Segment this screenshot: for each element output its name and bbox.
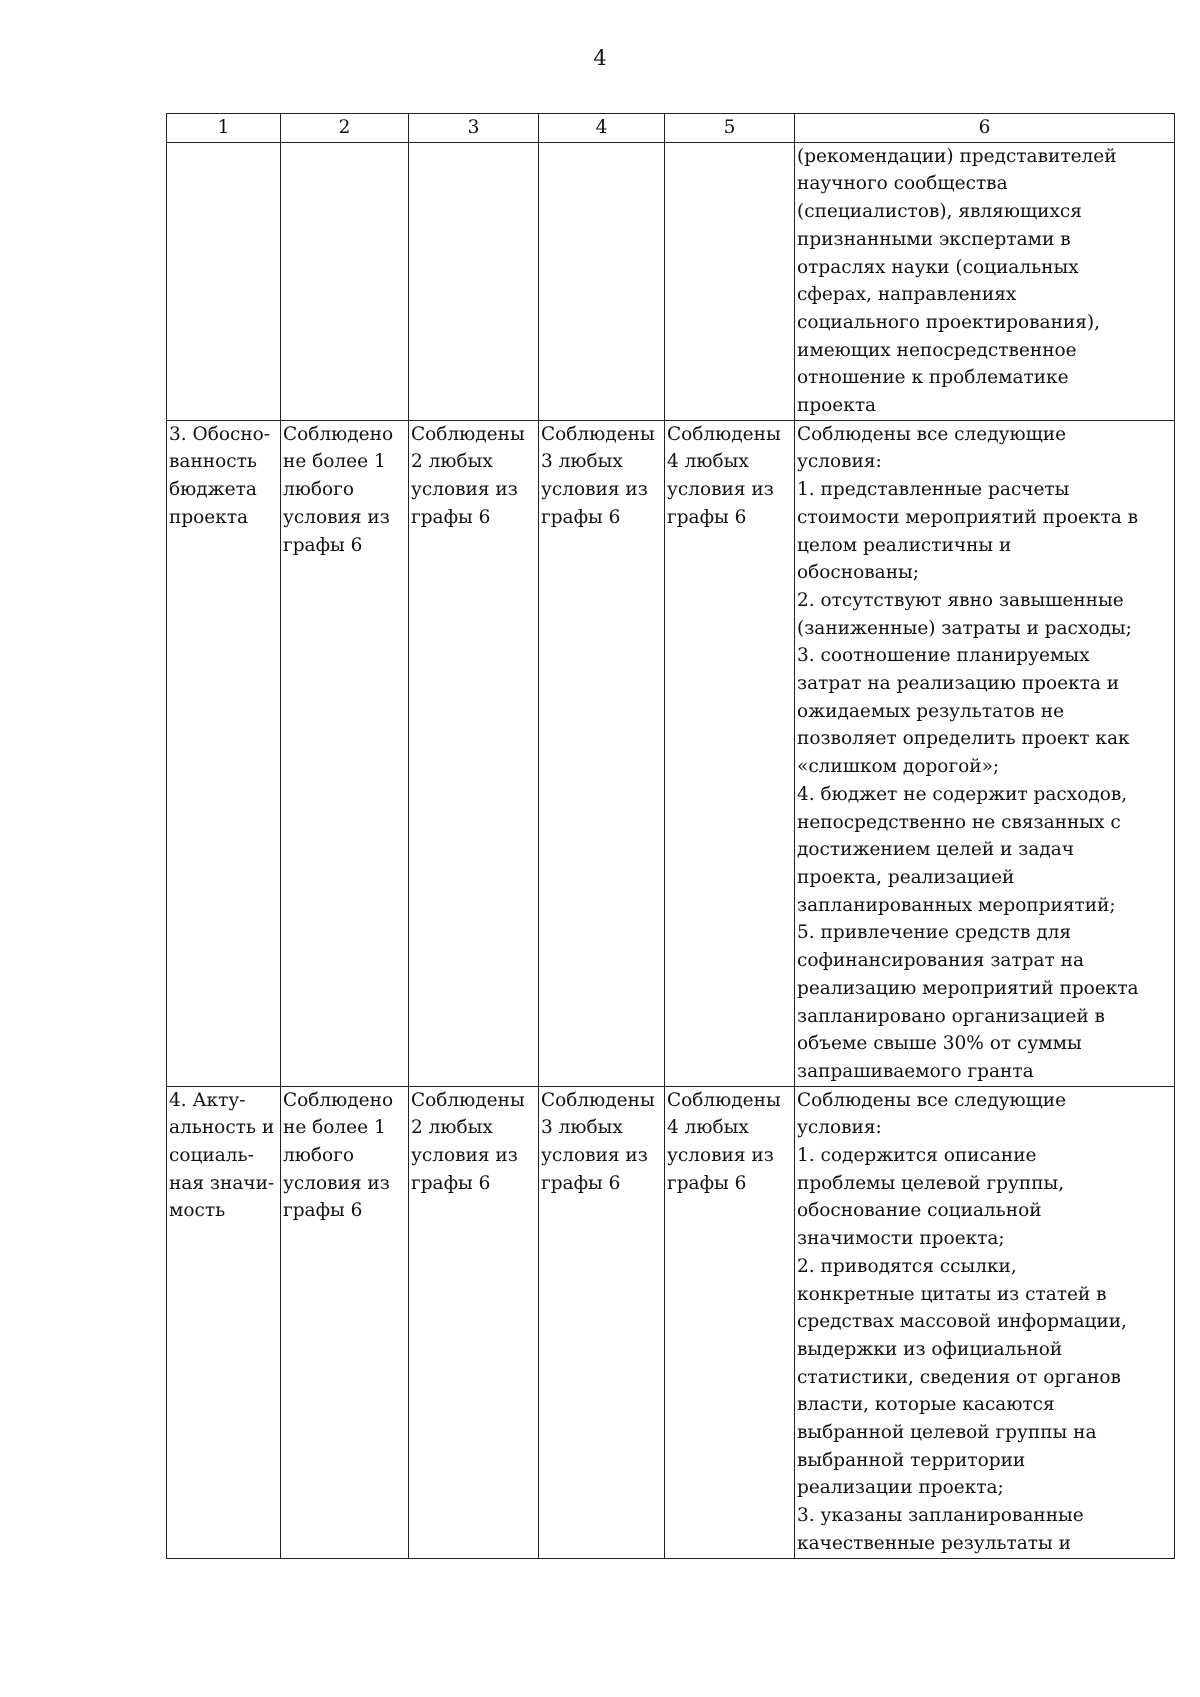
condition-text-line: отношение к проблематике: [797, 367, 1069, 389]
criterion-cell: 4. Акту-альность и социаль-ная значи-мость: [167, 1086, 281, 1558]
condition-text-line: проекта, реализацией: [797, 866, 1015, 888]
condition-text-line: запланировано организацией в: [797, 1005, 1105, 1027]
evaluation-criteria-table: [166, 113, 1175, 1559]
column-header-6: 6: [795, 114, 1175, 143]
condition-text-line: конкретные цитаты из статей в: [797, 1283, 1107, 1305]
condition-text-line: 1. представленные расчеты: [797, 479, 1070, 501]
table-row: [167, 1086, 1175, 1558]
condition-text-line: условия:: [797, 451, 882, 473]
condition-text-line: значимости проекта;: [797, 1228, 1005, 1250]
condition-text-line: качественные результаты и: [797, 1532, 1071, 1554]
column-header-5: 5: [665, 114, 795, 143]
column-header-4: 4: [539, 114, 665, 143]
condition-text-line: обоснование социальной: [797, 1200, 1042, 1222]
table-header-row: [167, 114, 1175, 143]
condition-text-line: проекта: [797, 395, 877, 417]
condition-text-line: сферах, направлениях: [797, 284, 1017, 306]
condition-text-line: средствах массовой информации,: [797, 1311, 1127, 1333]
score-1-cell: [281, 142, 409, 420]
condition-text-line: имеющих непосредственное: [797, 339, 1077, 361]
condition-text-line: объеме свыше 30% от суммы: [797, 1033, 1082, 1055]
column-header-3: 3: [409, 114, 539, 143]
condition-text-line: отраслях науки (социальных: [797, 256, 1079, 278]
score-2-cell: [409, 142, 539, 420]
score-2-cell: Соблюдены 2 любых условия из графы 6: [409, 420, 539, 1086]
condition-text-line: достижением целей и задач: [797, 839, 1075, 861]
maximum-score-conditions-cell: [795, 1086, 1175, 1558]
condition-text-line: проблемы целевой группы,: [797, 1172, 1065, 1194]
condition-text-line: стоимости мероприятий проекта в: [797, 506, 1139, 528]
condition-text-line: 3. соотношение планируемых: [797, 645, 1090, 667]
column-header-2: 2: [281, 114, 409, 143]
condition-text-line: позволяет определить проект как: [797, 728, 1130, 750]
condition-text-line: Соблюдены все следующие: [797, 423, 1067, 445]
maximum-score-conditions-cell: [795, 420, 1175, 1086]
condition-text-line: целом реалистичны и: [797, 534, 1012, 556]
condition-text-line: выбранной территории: [797, 1449, 1026, 1471]
score-4-cell: [665, 142, 795, 420]
condition-text-line: «слишком дорогой»;: [797, 756, 1000, 778]
score-3-cell: [539, 142, 665, 420]
condition-text-line: ожидаемых результатов не: [797, 700, 1065, 722]
condition-text-line: (заниженные) затраты и расходы;: [797, 617, 1132, 639]
score-4-cell: Соблюдены 4 любых условия из графы 6: [665, 420, 795, 1086]
condition-text-line: выбранной целевой группы на: [797, 1422, 1097, 1444]
condition-text-line: непосредственно не связанных с: [797, 811, 1121, 833]
condition-text-line: реализацию мероприятий проекта: [797, 977, 1139, 999]
score-3-cell: Соблюдены 3 любых условия из графы 6: [539, 420, 665, 1086]
condition-text-line: 4. бюджет не содержит расходов,: [797, 783, 1128, 805]
score-1-cell: Соблюдено не более 1 любого условия из графы 6: [281, 420, 409, 1086]
score-2-cell: Соблюдены 2 любых условия из графы 6: [409, 1086, 539, 1558]
condition-text-line: (рекомендации) представителей: [797, 145, 1117, 167]
score-4-cell: Соблюдены 4 любых условия из графы 6: [665, 1086, 795, 1558]
criterion-cell: 3. Обосно-ванность бюджета проекта: [167, 420, 281, 1086]
score-3-cell: Соблюдены 3 любых условия из графы 6: [539, 1086, 665, 1558]
condition-text-line: условия:: [797, 1117, 882, 1139]
table-row: [167, 420, 1175, 1086]
condition-text-line: Соблюдены все следующие: [797, 1089, 1067, 1111]
condition-text-line: статистики, сведения от органов: [797, 1366, 1121, 1388]
maximum-score-conditions-cell: [795, 142, 1175, 420]
condition-text-line: 2. отсутствуют явно завышенные: [797, 589, 1124, 611]
condition-text-line: софинансирования затрат на: [797, 950, 1085, 972]
score-1-cell: Соблюдено не более 1 любого условия из графы 6: [281, 1086, 409, 1558]
condition-text-line: выдержки из официальной: [797, 1338, 1063, 1360]
criterion-cell: [167, 142, 281, 420]
condition-text-line: 3. указаны запланированные: [797, 1505, 1084, 1527]
condition-text-line: затрат на реализацию проекта и: [797, 673, 1120, 695]
condition-text-line: научного сообщества: [797, 173, 1008, 195]
condition-text-line: реализации проекта;: [797, 1477, 1004, 1499]
table-body: [167, 142, 1175, 1558]
condition-text-line: (специалистов), являющихся: [797, 201, 1082, 223]
page-number: 4: [593, 46, 607, 70]
condition-text-line: запланированных мероприятий;: [797, 894, 1116, 916]
condition-text-line: обоснованы;: [797, 562, 919, 584]
condition-text-line: запрашиваемого гранта: [797, 1060, 1034, 1082]
table-row: [167, 142, 1175, 420]
condition-text-line: социального проектирования),: [797, 311, 1101, 333]
condition-text-line: власти, которые касаются: [797, 1394, 1055, 1416]
condition-text-line: 5. привлечение средств для: [797, 922, 1072, 944]
condition-text-line: 2. приводятся ссылки,: [797, 1255, 1017, 1277]
column-header-1: 1: [167, 114, 281, 143]
condition-text-line: 1. содержится описание: [797, 1145, 1037, 1167]
condition-text-line: признанными экспертами в: [797, 228, 1071, 250]
